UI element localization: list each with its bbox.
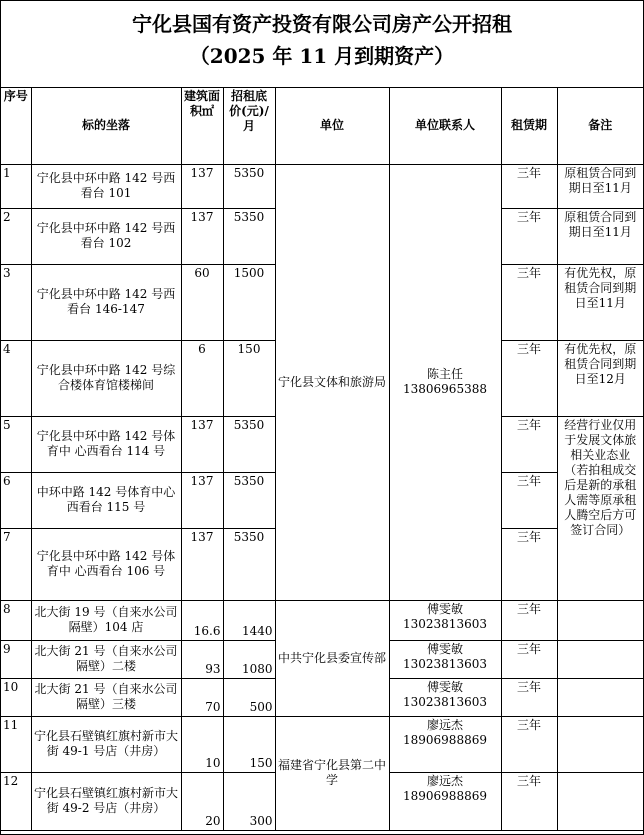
cell-no: 5: [1, 416, 31, 472]
cell-term: 三年: [501, 528, 557, 600]
cell-area: 10: [181, 716, 223, 772]
cell-area: 137: [181, 528, 223, 600]
table-row: [1, 600, 643, 640]
cell-rent: 1440: [223, 600, 275, 640]
cell-location: 宁化县中环中路 142 号西看台 146-147: [31, 264, 181, 340]
cell-unit-culture: 宁化县文体和旅游局: [275, 164, 389, 600]
cell-term: 三年: [501, 600, 557, 640]
cell-area: 137: [181, 416, 223, 472]
cell-rent: 5350: [223, 208, 275, 264]
cell-remark: 有优先权，原租赁合同到期日至12月: [557, 340, 643, 416]
cell-remark-empty: [557, 772, 643, 830]
cell-no: 8: [1, 600, 31, 640]
header-unit: 单位: [275, 88, 389, 164]
cell-unit-propaganda: 中共宁化县委宣传部: [275, 600, 389, 716]
cell-term: 三年: [501, 416, 557, 472]
cell-contact: 廖远杰 18906988869: [389, 716, 501, 772]
header-no: 序号: [1, 88, 31, 164]
cell-location: 宁化县石壁镇红旗村新市大街 49-2 号店（井房）: [31, 772, 181, 830]
cell-term: 三年: [501, 640, 557, 678]
cell-term: 三年: [501, 716, 557, 772]
cell-contact: 傅雯敏 13023813603: [389, 640, 501, 678]
cell-area: 60: [181, 264, 223, 340]
cell-no: 1: [1, 164, 31, 208]
cell-area: 137: [181, 472, 223, 528]
cell-no: 2: [1, 208, 31, 264]
cell-term: 三年: [501, 772, 557, 830]
cell-term: 三年: [501, 208, 557, 264]
header-rent: 招租底价(元)/月: [223, 88, 275, 164]
header-term: 租赁期: [501, 88, 557, 164]
cell-rent: 1500: [223, 264, 275, 340]
cell-contact-culture: 陈主任 13806965388: [389, 164, 501, 600]
cell-area: 137: [181, 208, 223, 264]
cell-area: 70: [181, 678, 223, 716]
header-remark: 备注: [557, 88, 643, 164]
rental-table: [1, 88, 643, 831]
title-line-1: 宁化县国有资产投资有限公司房产公开招租: [132, 12, 512, 36]
cell-location: 宁化县中环中路 142 号西看台 101: [31, 164, 181, 208]
cell-no: 11: [1, 716, 31, 772]
cell-term: 三年: [501, 264, 557, 340]
cell-no: 3: [1, 264, 31, 340]
cell-location: 中环中路 142 号体育中心西看台 115 号: [31, 472, 181, 528]
cell-location: 北大街 19 号（自来水公司隔壁）104 店: [31, 600, 181, 640]
cell-area: 137: [181, 164, 223, 208]
cell-rent: 5350: [223, 416, 275, 472]
cell-term: 三年: [501, 472, 557, 528]
cell-area: 16.6: [181, 600, 223, 640]
cell-location: 宁化县中环中路 142 号西看台 102: [31, 208, 181, 264]
table-row: [1, 164, 643, 208]
cell-no: 10: [1, 678, 31, 716]
cell-rent: 5350: [223, 472, 275, 528]
cell-contact: 廖远杰 18906988869: [389, 772, 501, 830]
cell-location: 北大街 21 号（自来水公司隔壁）二楼: [31, 640, 181, 678]
cell-rent: 1080: [223, 640, 275, 678]
cell-remark-empty: [557, 600, 643, 640]
cell-remark-empty: [557, 716, 643, 772]
cell-location: 北大街 21 号（自来水公司隔壁）三楼: [31, 678, 181, 716]
cell-no: 9: [1, 640, 31, 678]
cell-rent: 150: [223, 716, 275, 772]
cell-remark-empty: [557, 640, 643, 678]
cell-location: 宁化县石壁镇红旗村新市大街 49-1 号店（井房）: [31, 716, 181, 772]
header-row: [1, 88, 643, 164]
header-contact: 单位联系人: [389, 88, 501, 164]
cell-term: 三年: [501, 164, 557, 208]
cell-area: 6: [181, 340, 223, 416]
cell-location: 宁化县中环中路 142 号体育中 心西看台 114 号: [31, 416, 181, 472]
cell-rent: 150: [223, 340, 275, 416]
cell-area: 93: [181, 640, 223, 678]
header-location: 标的坐落: [31, 88, 181, 164]
cell-rent: 5350: [223, 528, 275, 600]
document-title: [1, 1, 643, 88]
cell-remark: 原租赁合同到期日至11月: [557, 164, 643, 208]
cell-remark: 有优先权，原租赁合同到期日至11月: [557, 264, 643, 340]
cell-location: 宁化县中环中路 142 号综合楼体育馆楼梯间: [31, 340, 181, 416]
table-row: [1, 716, 643, 772]
cell-rent: 500: [223, 678, 275, 716]
cell-term: 三年: [501, 678, 557, 716]
cell-remark-shared: 经营行业仅用于发展文体旅相关业态业（若拍租成交后是新的承租人需等原承租人腾空后方可签订合同）: [557, 416, 643, 600]
cell-no: 7: [1, 528, 31, 600]
cell-contact: 傅雯敏 13023813603: [389, 678, 501, 716]
title-line-2: （2025 年 11 月到期资产）: [189, 44, 455, 68]
cell-term: 三年: [501, 340, 557, 416]
cell-no: 4: [1, 340, 31, 416]
header-area: 建筑面积㎡: [181, 88, 223, 164]
cell-no: 12: [1, 772, 31, 830]
cell-area: 20: [181, 772, 223, 830]
cell-unit-school: 福建省宁化县第二中学: [275, 716, 389, 830]
cell-rent: 5350: [223, 164, 275, 208]
cell-rent: 300: [223, 772, 275, 830]
cell-location: 宁化县中环中路 142 号体育中 心西看台 106 号: [31, 528, 181, 600]
cell-remark-empty: [557, 678, 643, 716]
cell-contact: 傅雯敏 13023813603: [389, 600, 501, 640]
cell-remark: 原租赁合同到期日至11月: [557, 208, 643, 264]
cell-no: 6: [1, 472, 31, 528]
